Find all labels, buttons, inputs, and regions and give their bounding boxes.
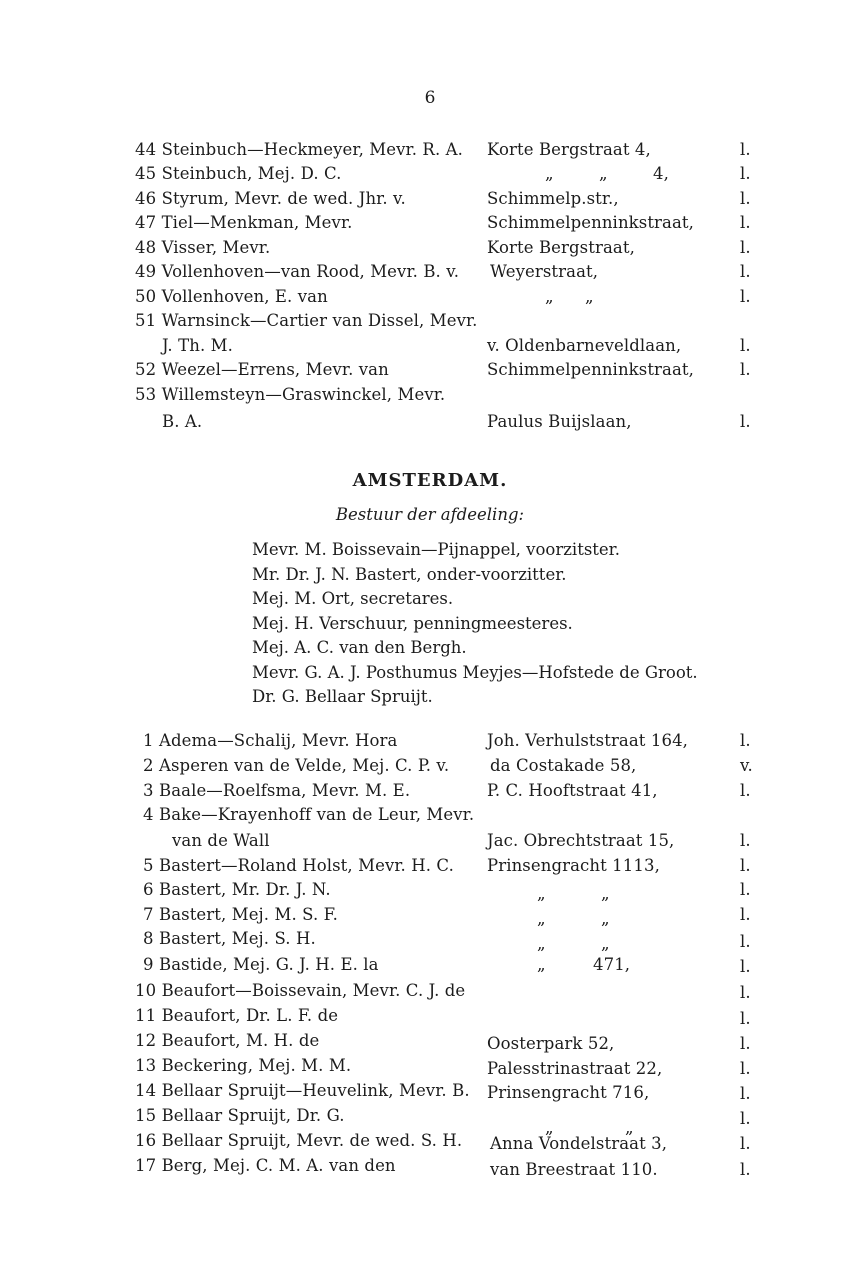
entry-7-address: „ „ — [537, 909, 610, 928]
entry-15-address: „ „ — [545, 1118, 634, 1137]
entry-16-name: 16 Bellaar Spruijt, Mevr. de wed. S. H. — [135, 1131, 463, 1150]
entry-46-address: Schimmelp.str., — [487, 189, 619, 208]
entry-17-residence: l. — [740, 1160, 751, 1179]
entry-13-residence: l. — [740, 1059, 751, 1078]
entry-12-address: Oosterpark 52, — [487, 1034, 615, 1053]
entry-51-address: v. Oldenbarneveldlaan, — [487, 336, 682, 355]
entry-52-name: 52 Weezel—Errens, Mevr. van — [135, 360, 389, 379]
entry-51-name-continued: J. Th. M. — [162, 336, 233, 355]
entry-50-residence: l. — [740, 287, 751, 306]
entry-2-name: 2 Asperen van de Velde, Mej. C. P. v. — [143, 756, 450, 775]
board-member: Dr. G. Bellaar Spruijt. — [252, 687, 433, 706]
entry-14-residence: l. — [740, 1084, 751, 1103]
entry-46-residence: l. — [740, 189, 751, 208]
entry-16-residence: l. — [740, 1134, 751, 1153]
entry-47-name: 47 Tiel—Menkman, Mevr. — [135, 213, 353, 232]
entry-47-address: Schimmelpenninkstraat, — [487, 213, 694, 232]
entry-14-address: Prinsengracht 716, — [487, 1083, 650, 1102]
entry-53-name-continued: B. A. — [162, 412, 203, 431]
entry-3-name: 3 Baale—Roelfsma, Mevr. M. E. — [143, 781, 411, 800]
board-member: Mevr. M. Boissevain—Pijnappel, voorzitster. — [252, 540, 621, 559]
entry-16-address: Anna Vondelstraat 3, — [490, 1134, 668, 1153]
entry-52-residence: l. — [740, 360, 751, 379]
entry-12-name: 12 Beaufort, M. H. de — [135, 1031, 320, 1050]
entry-2-address: da Costakade 58, — [490, 756, 637, 775]
entry-2-residence: v. — [740, 756, 753, 775]
entry-48-address: Korte Bergstraat, — [487, 238, 635, 257]
entry-6-address: „ „ — [537, 884, 610, 903]
entry-4-address: Jac. Obrechtstraat 15, — [487, 831, 675, 850]
entry-9-name: 9 Bastide, Mej. G. J. H. E. la — [143, 955, 379, 974]
entry-48-residence: l. — [740, 238, 751, 257]
entry-10-name: 10 Beaufort—Boissevain, Mevr. C. J. de — [135, 981, 466, 1000]
entry-17-address: van Breestraat 110. — [490, 1160, 658, 1179]
entry-8-name: 8 Bastert, Mej. S. H. — [143, 929, 316, 948]
entry-7-name: 7 Bastert, Mej. M. S. F. — [143, 905, 338, 924]
entry-50-address: „ „ — [545, 287, 594, 306]
entry-47-residence: l. — [740, 213, 751, 232]
entry-46-name: 46 Styrum, Mevr. de wed. Jhr. v. — [135, 189, 406, 208]
entry-49-address: Weyerstraat, — [490, 262, 599, 281]
entry-11-residence: l. — [740, 1009, 751, 1028]
entry-4-name: 4 Bake—Krayenhoff van de Leur, Mevr. — [143, 805, 475, 824]
entry-48-name: 48 Visser, Mevr. — [135, 238, 271, 257]
board-member: Mevr. G. A. J. Posthumus Meyjes—Hofstede de Groot. — [252, 663, 698, 682]
entry-5-residence: l. — [740, 856, 751, 875]
entry-49-name: 49 Vollenhoven—van Rood, Mevr. B. v. — [135, 262, 460, 281]
entry-1-address: Joh. Verhulststraat 164, — [487, 731, 689, 750]
entry-10-residence: l. — [740, 983, 751, 1002]
entry-50-name: 50 Vollenhoven, E. van — [135, 287, 328, 306]
entry-44-name: 44 Steinbuch—Heckmeyer, Mevr. R. A. — [135, 140, 463, 159]
entry-12-residence: l. — [740, 1034, 751, 1053]
entry-13-name: 13 Beckering, Mej. M. M. — [135, 1056, 352, 1075]
entry-45-address: „ „ 4, — [545, 164, 669, 183]
entry-1-name: 1 Adema—Schalij, Mevr. Hora — [143, 731, 398, 750]
entry-15-residence: l. — [740, 1109, 751, 1128]
entry-45-name: 45 Steinbuch, Mej. D. C. — [135, 164, 342, 183]
entry-4-name-continued: van de Wall — [172, 831, 270, 850]
entry-9-residence: l. — [740, 957, 751, 976]
entry-5-name: 5 Bastert—Roland Holst, Mevr. H. C. — [143, 856, 454, 875]
entry-45-residence: l. — [740, 164, 751, 183]
entry-9-address: „ 471, — [537, 955, 631, 974]
entry-8-residence: l. — [740, 932, 751, 951]
entry-4-residence: l. — [740, 831, 751, 850]
entry-13-address: Palesstrinastraat 22, — [487, 1059, 663, 1078]
entry-44-address: Korte Bergstraat 4, — [487, 140, 651, 159]
entry-7-residence: l. — [740, 905, 751, 924]
entry-8-address: „ „ — [537, 934, 610, 953]
entry-15-name: 15 Bellaar Spruijt, Dr. G. — [135, 1106, 345, 1125]
board-member: Mej. H. Verschuur, penningmeesteres. — [252, 614, 573, 633]
board-member: Mr. Dr. J. N. Bastert, onder-voorzitter. — [252, 565, 567, 584]
entry-14-name: 14 Bellaar Spruijt—Heuvelink, Mevr. B. — [135, 1081, 470, 1100]
entry-49-residence: l. — [740, 262, 751, 281]
entry-6-residence: l. — [740, 880, 751, 899]
entry-51-residence: l. — [740, 336, 751, 355]
entry-3-address: P. C. Hooftstraat 41, — [487, 781, 658, 800]
entry-44-residence: l. — [740, 140, 751, 159]
board-member: Mej. M. Ort, secretares. — [252, 589, 454, 608]
entry-52-address: Schimmelpenninkstraat, — [487, 360, 694, 379]
entry-3-residence: l. — [740, 781, 751, 800]
entry-53-residence: l. — [740, 412, 751, 431]
board-member: Mej. A. C. van den Bergh. — [252, 638, 467, 657]
entry-51-name: 51 Warnsinck—Cartier van Dissel, Mevr. — [135, 311, 478, 330]
section-subtitle: Bestuur der afdeeling: — [335, 505, 525, 524]
page-number: 6 — [424, 88, 436, 108]
section-title: AMSTERDAM. — [352, 470, 508, 491]
entry-17-name: 17 Berg, Mej. C. M. A. van den — [135, 1156, 396, 1175]
entry-53-name: 53 Willemsteyn—Graswinckel, Mevr. — [135, 385, 446, 404]
entry-6-name: 6 Bastert, Mr. Dr. J. N. — [143, 880, 331, 899]
entry-53-address: Paulus Buijslaan, — [487, 412, 632, 431]
entry-5-address: Prinsengracht 1113, — [487, 856, 660, 875]
entry-11-name: 11 Beaufort, Dr. L. F. de — [135, 1006, 339, 1025]
entry-1-residence: l. — [740, 731, 751, 750]
